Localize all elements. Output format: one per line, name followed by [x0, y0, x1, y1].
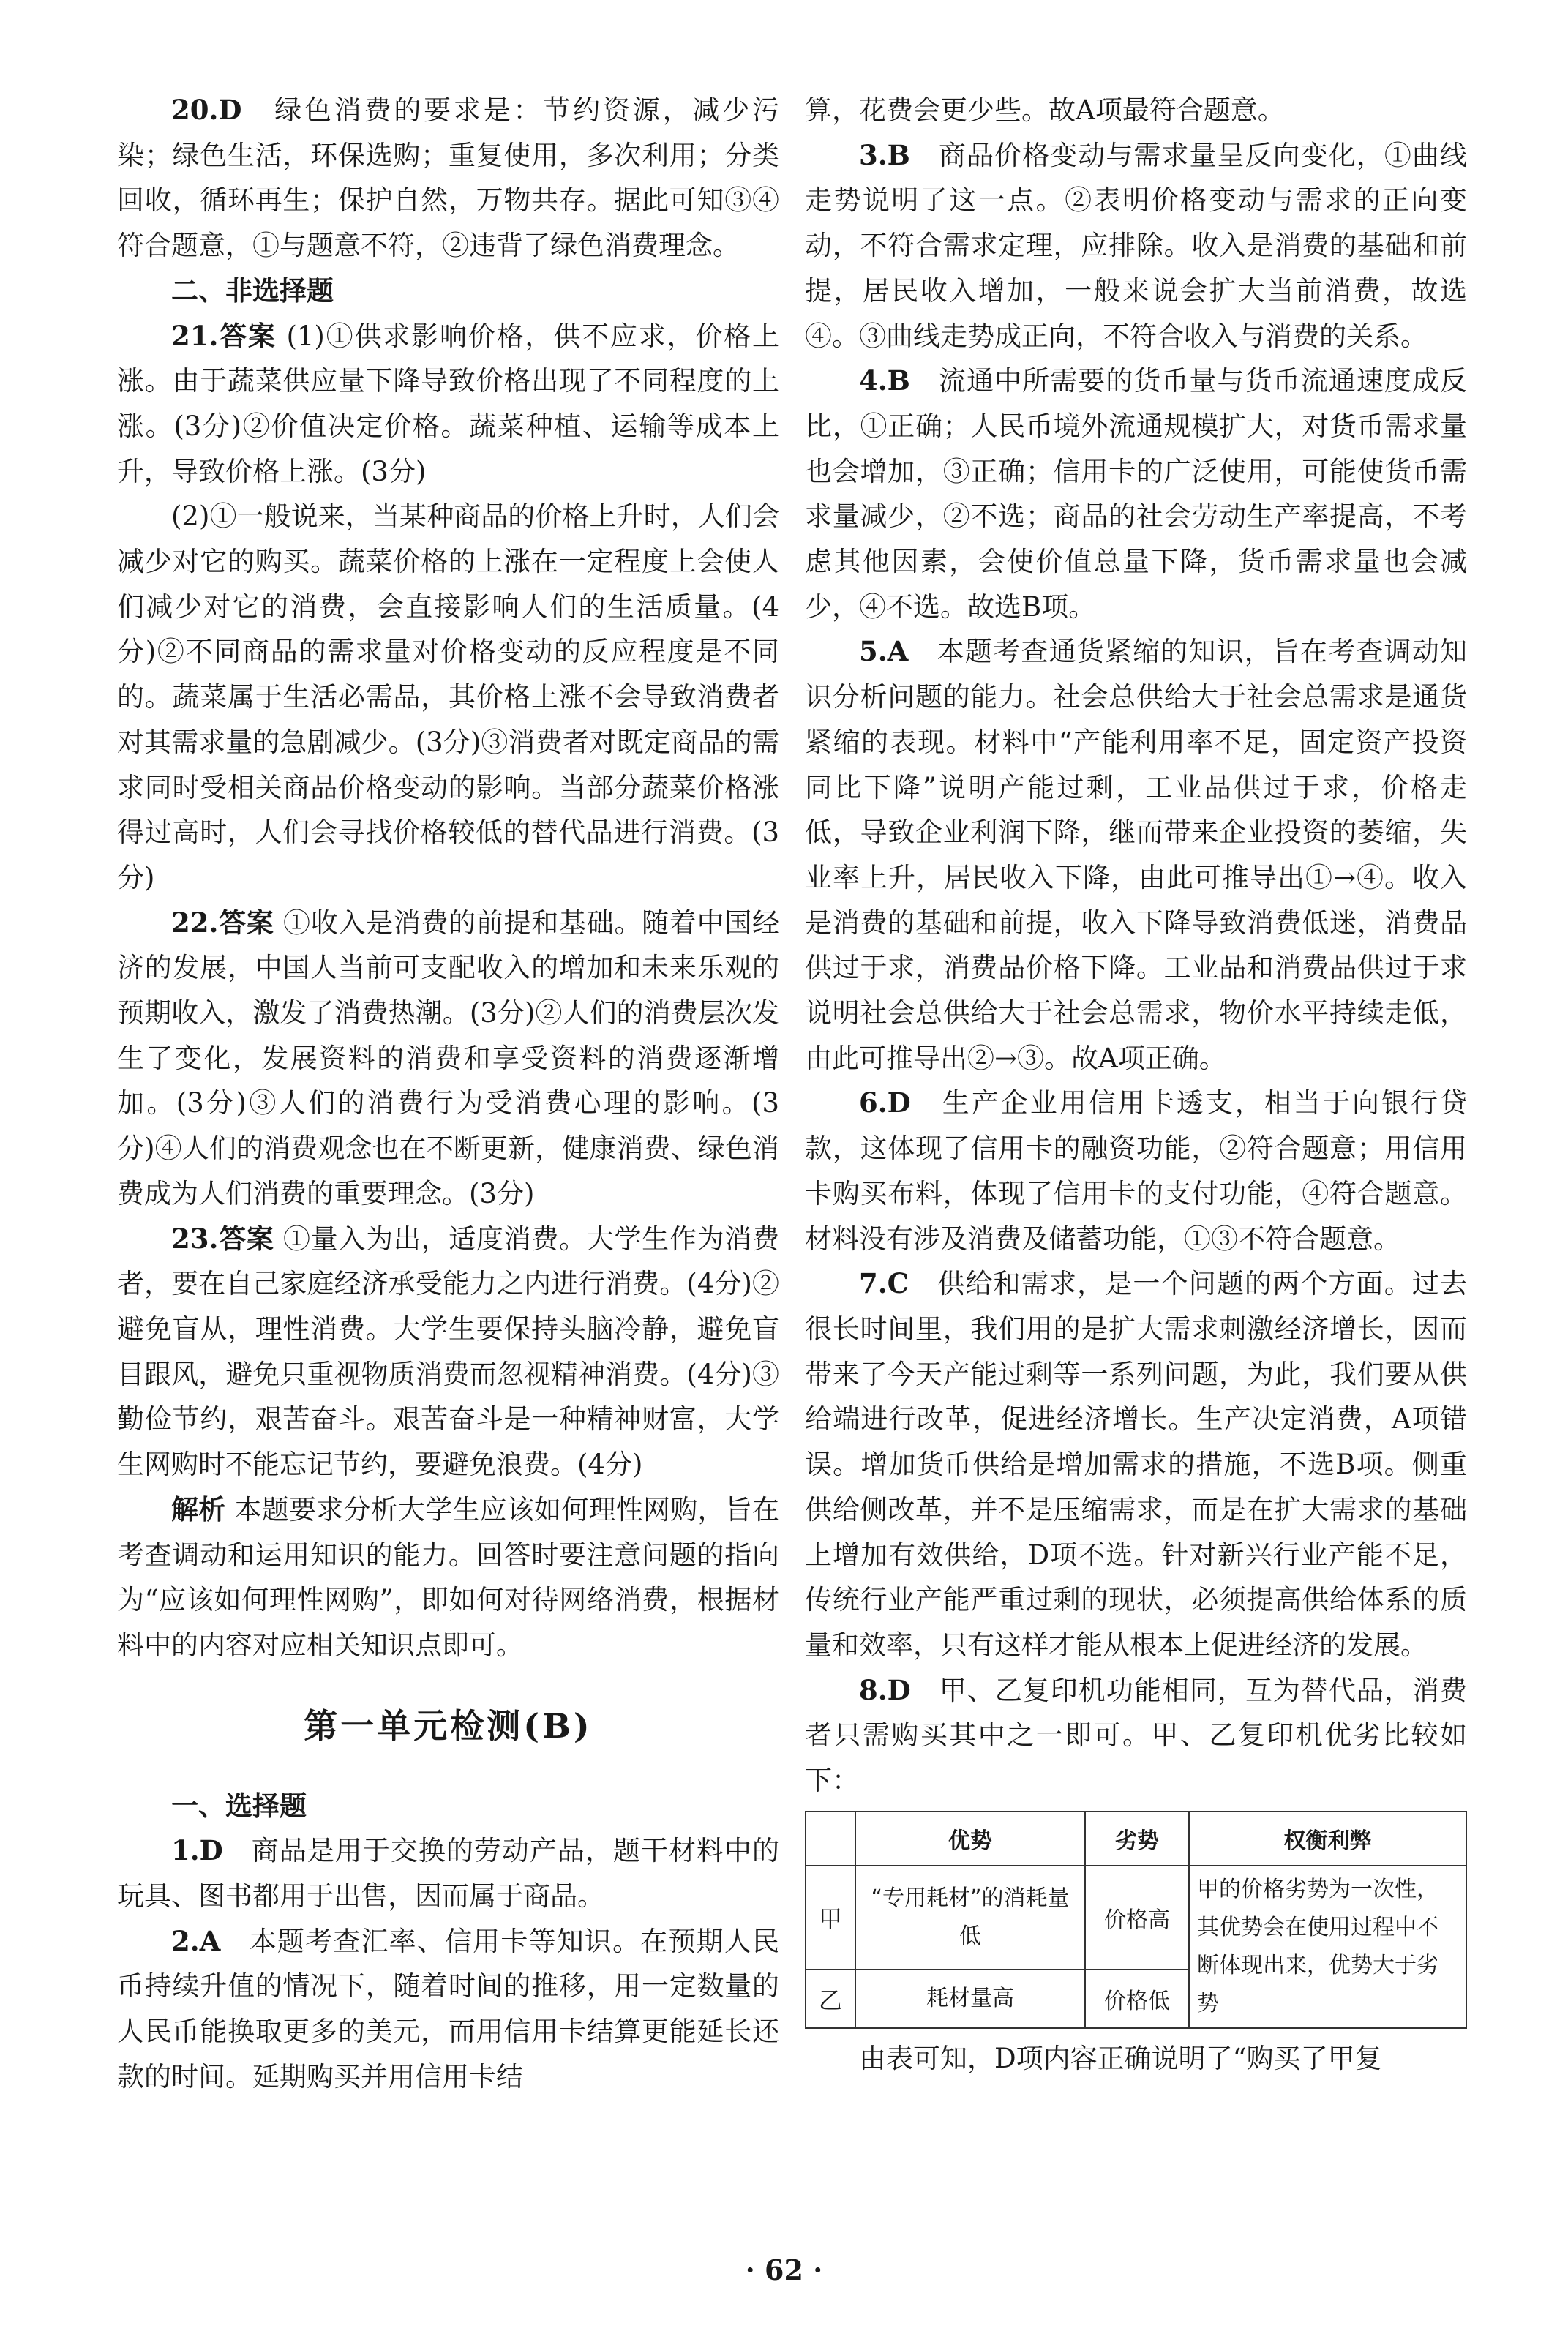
answer-22: 22.答案 ①收入是消费的前提和基础。随着中国经济的发展，中国人当前可支配收入的增加和未来乐观的预期收入，激发了消费热潮。(3分)②人们的消费层次发生了变化，发展资料的消费和享受资料的消费逐渐增加。(3分)③人们的消费行为受消费心理的影响。(3分)④人们的消费观念也在不断更新，健康消费、绿色消费成为人们消费的重要理念。(3分): [117, 906, 780, 1209]
table-header-blank: [806, 1812, 855, 1866]
answer-21: 21.答案 (1)①供求影响价格，供不应求，价格上涨。由于蔬菜供应量下降导致价格出现了不同程度的上涨。(3分)②价值决定价格。蔬菜种植、运输等成本上升，导致价格上涨。(3分): [117, 319, 779, 487]
cell-jia-advantage: “专用耗材”的消耗量低: [855, 1866, 1085, 1970]
right-column: [805, 88, 1467, 2081]
page-number: · 62 ·: [745, 2253, 823, 2286]
cell-yi-disadvantage: 价格低: [1085, 1970, 1189, 2028]
answer-20: 20.D 绿色消费的要求是：节约资源，减少污染；绿色生活，环保选购；重复使用，多次利用；分类回收，循环再生；保护自然，万物共存。据此可知③④符合题意，①与题意不符，②违背了绿色消费理念。: [117, 94, 780, 262]
answer-23-analysis: 解析 本题要求分析大学生应该如何理性网购，旨在考查调动和运用知识的能力。回答时要注意问题的指向为“应该如何理性网购”，即如何对待网络消费，根据材料中的内容对应相关知识点即可。: [117, 1493, 780, 1661]
answer-2: 2.A 本题考查汇率、信用卡等知识。在预期人民币持续升值的情况下，随着时间的推移，用一定数量的人民币能换取更多的美元，而用信用卡结算更能延长还款的时间。延期购买并用信用卡结: [117, 1924, 780, 2092]
answer-3: 3.B 商品价格变动与需求量呈反向变化，①曲线走势说明了这一点。②表明价格变动与需求的正向变动，不符合需求定理，应排除。收入是消费的基础和前提，居民收入增加，一般来说会扩大当前消费，故选④。③曲线走势成正向，不符合收入与消费的关系。: [805, 138, 1467, 352]
answer-2-continued: 算，花费会更少些。故A项最符合题意。: [805, 94, 1285, 126]
comparison-table: [805, 1811, 1467, 2029]
answer-21-part2: (2)①一般说来，当某种商品的价格上升时，人们会减少对它的购买。蔬菜价格的上涨在一定程度上会使人们减少对它的消费，会直接影响人们的生活质量。(4分)②不同商品的需求量对价格变动的反应程度是不同的。蔬菜属于生活必需品，其价格上涨不会导致消费者对其需求量的急剧减少。(3分)③消费者对既定商品的需求同时受相关商品价格变动的影响。当部分蔬菜价格涨得过高时，人们会寻找价格较低的替代品进行消费。(3分): [117, 500, 779, 893]
cell-yi-advantage: 耗材量高: [855, 1970, 1085, 2028]
table-header-row: [806, 1812, 1466, 1866]
answer-6: 6.D 生产企业用信用卡透支，相当于向银行贷款，这体现了信用卡的融资功能，②符合题意；用信用卡购买布料，体现了信用卡的支付功能，④符合题意。材料没有涉及消费及储蓄功能，①③不符合题意。: [805, 1086, 1468, 1255]
row-label-yi: 乙: [806, 1970, 855, 2028]
table-header-advantage: 优势: [855, 1812, 1085, 1866]
answer-7: 7.C 供给和需求，是一个问题的两个方面。过去很长时间里，我们用的是扩大需求刺激经济增长，因而带来了今天产能过剩等一系列问题，为此，我们要从供给端进行改革，促进经济增长。生产决定消费，A项错误。增加货币供给是增加需求的措施，不选B项。侧重供给侧改革，并不是压缩需求，而是在扩大需求的基础上增加有效供给，D项不选。针对新兴行业产能不足，传统行业产能严重过剩的现状，必须提高供给体系的质量和效率，只有这样才能从根本上促进经济的发展。: [805, 1267, 1468, 1661]
cell-jia-disadvantage: 价格高: [1085, 1866, 1189, 1970]
answer-8: 8.D 甲、乙复印机功能相同，互为替代品，消费者只需购买其中之一即可。甲、乙复印机优劣比较如下：: [805, 1673, 1468, 1797]
answer-4: 4.B 流通中所需要的货币量与货币流通速度成反比，①正确；人民币境外流通规模扩大，对货币需求量也会增加，③正确；信用卡的广泛使用，可能使货币需求量减少，②不选；商品的社会劳动生产率提高，不考虑其他因素，会使价值总量下降，货币需求量也会减少，④不选。故选B项。: [805, 364, 1467, 623]
table-header-disadvantage: 劣势: [1085, 1812, 1189, 1866]
answer-23: 23.答案 ①量入为出，适度消费。大学生作为消费者，要在自己家庭经济承受能力之内进行消费。(4分)②避免盲从，理性消费。大学生要保持头脑冷静，避免盲目跟风，避免只重视物质消费而忽视精神消费。(4分)③勤俭节约，艰苦奋斗。艰苦奋斗是一种精神财富，大学生网购时不能忘记节约，要避免浪费。(4分): [117, 1222, 780, 1481]
table-row: [806, 1866, 1466, 1970]
answer-5: 5.A 本题考查通货紧缩的知识，旨在考查调动知识分析问题的能力。社会总供给大于社会总需求是通货紧缩的表现。材料中“产能利用率不足，固定资产投资同比下降”说明产能过剩，工业品供过于求，价格走低，导致企业利润下降，继而带来企业投资的萎缩，失业率上升，居民收入下降，由此可推导出①→④。收入是消费的基础和前提，收入下降导致消费低迷，消费品供过于求，消费品价格下降。工业品和消费品供过于求说明社会总供给大于社会总需求，物价水平持续走低，由此可推导出②→③。故A项正确。: [805, 635, 1468, 1074]
row-label-jia: 甲: [806, 1866, 855, 1970]
left-column: [117, 88, 779, 2100]
section-heading-nonchoice: 二、非选择题: [171, 274, 334, 307]
answer-1: 1.D 商品是用于交换的劳动产品，题干材料中的玩具、图书都用于出售，因而属于商品。: [117, 1834, 780, 1913]
section-heading-choice: 一、选择题: [171, 1790, 307, 1822]
table-header-balance: 权衡利弊: [1189, 1812, 1466, 1866]
cell-balance: 甲的价格劣势为一次性，其优势会在使用过程中不断体现出来，优势大于劣势: [1189, 1866, 1466, 2028]
unit-title: 第一单元检测(B): [304, 1705, 593, 1746]
answer-8-continued: 由表可知，D项内容正确说明了“购买了甲复: [859, 2042, 1382, 2074]
